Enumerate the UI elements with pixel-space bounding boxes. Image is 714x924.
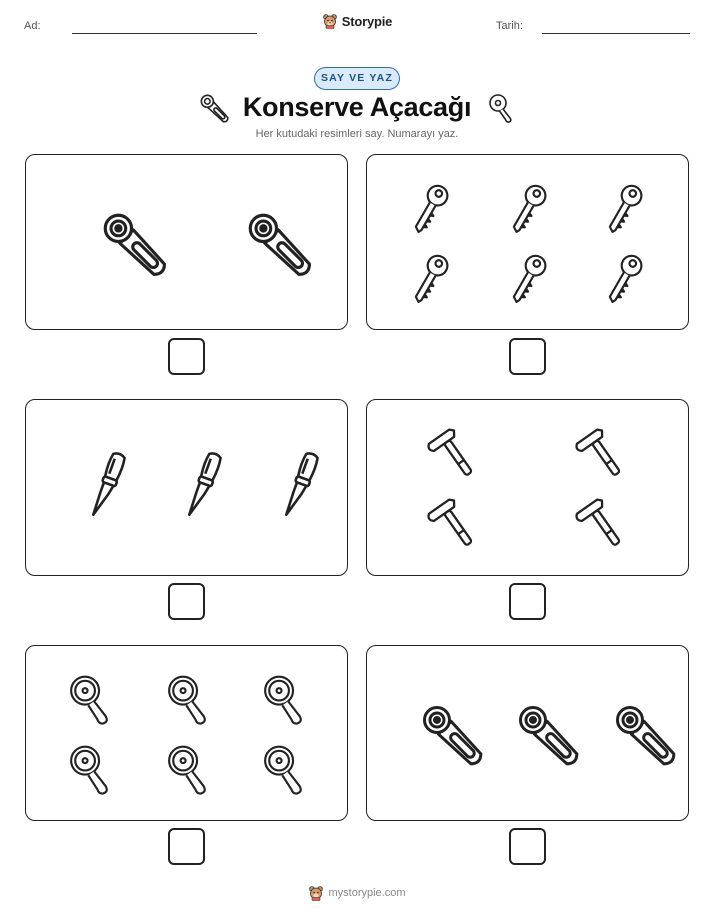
key-icon bbox=[507, 252, 549, 306]
rotary-opener-icon bbox=[515, 702, 583, 770]
card-items bbox=[367, 155, 690, 331]
key-icon bbox=[603, 252, 645, 306]
card-items bbox=[367, 400, 690, 577]
date-field[interactable] bbox=[542, 33, 690, 34]
bear-mascot-icon bbox=[308, 885, 324, 901]
footer bbox=[0, 885, 714, 901]
answer-box[interactable] bbox=[509, 828, 546, 865]
pan-opener-icon bbox=[169, 677, 205, 724]
count-card bbox=[25, 399, 348, 576]
count-card bbox=[366, 399, 689, 576]
answer-box[interactable] bbox=[509, 583, 546, 620]
card-items bbox=[26, 400, 349, 577]
activity-badge: SAY VE YAZ bbox=[314, 67, 400, 90]
hammer-icon bbox=[427, 428, 479, 485]
name-field[interactable] bbox=[72, 33, 257, 34]
key-icon bbox=[507, 182, 549, 236]
hammer-icon bbox=[575, 498, 627, 555]
key-icon bbox=[409, 182, 451, 236]
answer-box[interactable] bbox=[168, 583, 205, 620]
answer-box[interactable] bbox=[509, 338, 546, 375]
title-row bbox=[0, 88, 714, 126]
rotary-opener-icon bbox=[245, 210, 316, 281]
card-items bbox=[367, 646, 690, 822]
pan-opener-icon bbox=[265, 677, 301, 724]
bear-mascot-icon bbox=[322, 13, 338, 29]
brand-name: Storypie bbox=[341, 13, 393, 29]
answer-box[interactable] bbox=[168, 338, 205, 375]
knife-icon bbox=[283, 452, 319, 519]
pan-opener-icon bbox=[485, 91, 517, 123]
pan-opener-icon bbox=[71, 677, 107, 724]
footer-url: mystorypie.com bbox=[328, 887, 406, 899]
card-items bbox=[26, 646, 349, 822]
name-label: Ad: bbox=[24, 20, 41, 32]
brand-logo bbox=[0, 13, 714, 29]
page-title: Konserve Açacağı bbox=[242, 91, 472, 122]
knife-icon bbox=[90, 452, 126, 519]
rotary-opener-icon bbox=[197, 91, 229, 123]
knife-icon bbox=[186, 452, 222, 519]
count-card bbox=[25, 645, 348, 821]
instructions: Her kutudaki resimleri say. Numarayı yaz. bbox=[255, 128, 459, 140]
answer-box[interactable] bbox=[168, 828, 205, 865]
rotary-opener-icon bbox=[419, 702, 487, 770]
pan-opener-icon bbox=[169, 747, 205, 794]
count-card bbox=[25, 154, 348, 330]
count-card bbox=[366, 645, 689, 821]
rotary-opener-icon bbox=[100, 210, 171, 281]
count-card bbox=[366, 154, 689, 330]
hammer-icon bbox=[427, 498, 479, 555]
hammer-icon bbox=[575, 428, 627, 485]
key-icon bbox=[603, 182, 645, 236]
date-label: Tarih: bbox=[496, 20, 523, 32]
pan-opener-icon bbox=[265, 747, 301, 794]
pan-opener-icon bbox=[71, 747, 107, 794]
card-items bbox=[26, 155, 349, 331]
rotary-opener-icon bbox=[612, 702, 680, 770]
key-icon bbox=[409, 252, 451, 306]
